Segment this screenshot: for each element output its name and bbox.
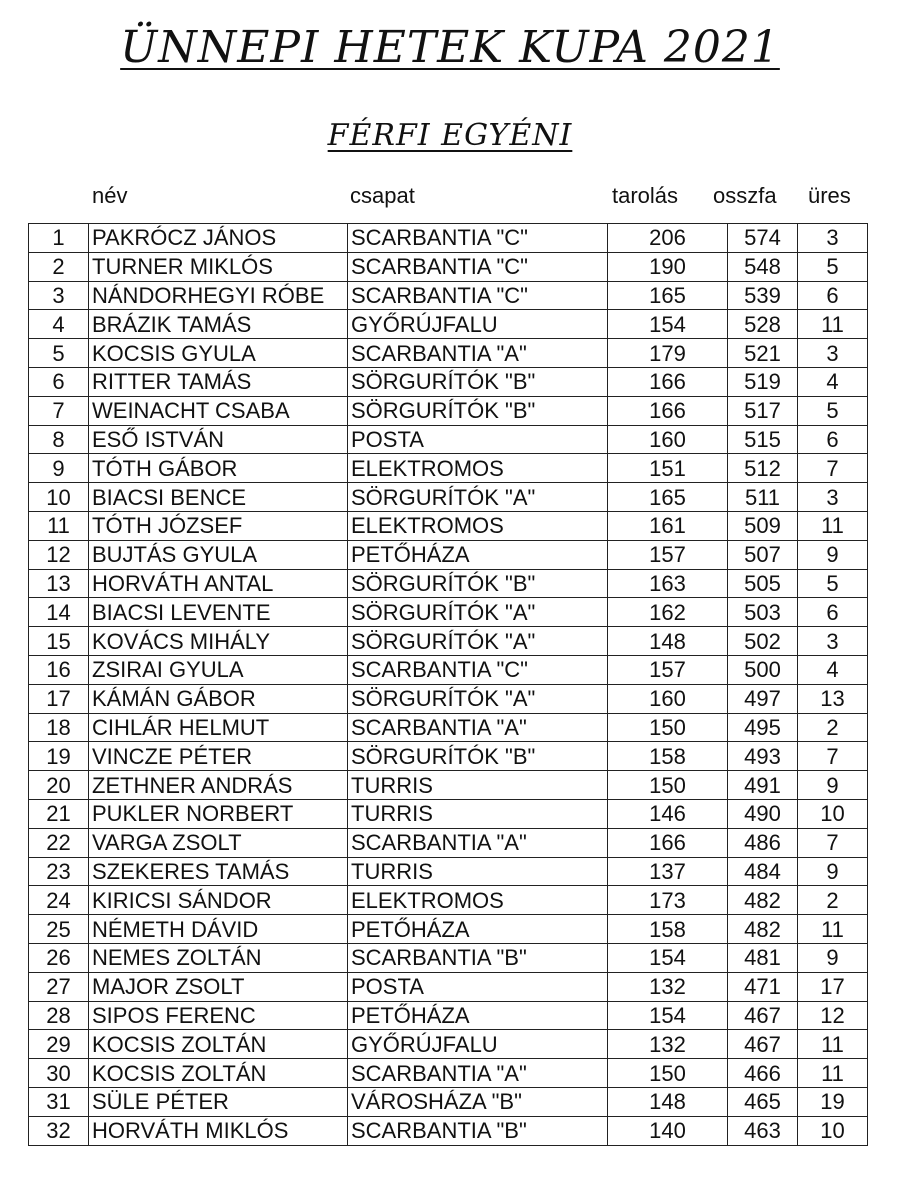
tarolas-cell: 158 [608,742,728,771]
table-row [29,771,868,800]
player-name-cell: BIACSI BENCE [89,483,348,512]
player-name-cell: NÁNDORHEGYI RÓBE [89,281,348,310]
ures-cell: 7 [798,454,868,483]
tarolas-cell: 163 [608,569,728,598]
player-name-cell: MAJOR ZSOLT [89,972,348,1001]
rank-cell: 20 [29,771,89,800]
osszfa-cell: 463 [728,1116,798,1145]
player-name-cell: CIHLÁR HELMUT [89,713,348,742]
tarolas-cell: 140 [608,1116,728,1145]
table-row [29,1116,868,1145]
osszfa-cell: 466 [728,1059,798,1088]
tarolas-cell: 165 [608,281,728,310]
ures-cell: 9 [798,857,868,886]
rank-cell: 9 [29,454,89,483]
player-name-cell: NÉMETH DÁVID [89,915,348,944]
ures-cell: 10 [798,1116,868,1145]
team-cell: SCARBANTIA "B" [348,1116,608,1145]
results-table-body [29,224,868,1146]
rank-cell: 22 [29,828,89,857]
ures-cell: 9 [798,943,868,972]
osszfa-cell: 467 [728,1030,798,1059]
page-title-text: ÜNNEPI HETEK KUPA 2021 [120,22,780,73]
tarolas-cell: 132 [608,1030,728,1059]
rank-cell: 10 [29,483,89,512]
osszfa-cell: 519 [728,367,798,396]
osszfa-cell: 528 [728,310,798,339]
ures-cell: 4 [798,655,868,684]
tarolas-cell: 154 [608,310,728,339]
player-name-cell: KOVÁCS MIHÁLY [89,627,348,656]
rank-cell: 32 [29,1116,89,1145]
rank-cell: 13 [29,569,89,598]
team-cell: SCARBANTIA "A" [348,828,608,857]
osszfa-cell: 484 [728,857,798,886]
rank-cell: 31 [29,1087,89,1116]
ures-cell: 6 [798,425,868,454]
ures-cell: 6 [798,598,868,627]
column-header-ures: üres [808,183,851,208]
tarolas-cell: 150 [608,771,728,800]
osszfa-cell: 471 [728,972,798,1001]
tarolas-cell: 160 [608,684,728,713]
team-cell: SÖRGURÍTÓK "B" [348,742,608,771]
rank-cell: 18 [29,713,89,742]
table-row [29,799,868,828]
rank-cell: 12 [29,540,89,569]
player-name-cell: SÜLE PÉTER [89,1087,348,1116]
player-name-cell: PUKLER NORBERT [89,799,348,828]
tarolas-cell: 162 [608,598,728,627]
team-cell: SCARBANTIA "C" [348,252,608,281]
rank-cell: 27 [29,972,89,1001]
table-row [29,915,868,944]
team-cell: TURRIS [348,799,608,828]
rank-cell: 16 [29,655,89,684]
team-cell: SÖRGURÍTÓK "A" [348,598,608,627]
team-cell: POSTA [348,425,608,454]
rank-cell: 5 [29,339,89,368]
team-cell: GYŐRÚJFALU [348,1030,608,1059]
tarolas-cell: 148 [608,1087,728,1116]
player-name-cell: KIRICSI SÁNDOR [89,886,348,915]
player-name-cell: BUJTÁS GYULA [89,540,348,569]
rank-cell: 14 [29,598,89,627]
osszfa-cell: 493 [728,742,798,771]
ures-cell: 13 [798,684,868,713]
ures-cell: 6 [798,281,868,310]
ures-cell: 19 [798,1087,868,1116]
osszfa-cell: 482 [728,915,798,944]
osszfa-cell: 502 [728,627,798,656]
table-row [29,684,868,713]
table-row [29,511,868,540]
ures-cell: 3 [798,483,868,512]
rank-cell: 3 [29,281,89,310]
player-name-cell: ESŐ ISTVÁN [89,425,348,454]
column-header-team: csapat [350,183,415,208]
player-name-cell: TÓTH JÓZSEF [89,511,348,540]
rank-cell: 2 [29,252,89,281]
osszfa-cell: 574 [728,224,798,253]
tarolas-cell: 137 [608,857,728,886]
osszfa-cell: 490 [728,799,798,828]
page-subtitle-text: FÉRFI EGYÉNI [327,118,573,153]
table-row [29,1030,868,1059]
osszfa-cell: 509 [728,511,798,540]
tarolas-cell: 161 [608,511,728,540]
tarolas-cell: 206 [608,224,728,253]
ures-cell: 7 [798,742,868,771]
table-row [29,569,868,598]
player-name-cell: KOCSIS ZOLTÁN [89,1059,348,1088]
rank-cell: 28 [29,1001,89,1030]
table-row [29,627,868,656]
table-row [29,1059,868,1088]
table-row [29,655,868,684]
rank-cell: 26 [29,943,89,972]
rank-cell: 6 [29,367,89,396]
ures-cell: 5 [798,569,868,598]
player-name-cell: RITTER TAMÁS [89,367,348,396]
table-row [29,367,868,396]
osszfa-cell: 512 [728,454,798,483]
osszfa-cell: 517 [728,396,798,425]
osszfa-cell: 521 [728,339,798,368]
table-row [29,857,868,886]
team-cell: SÖRGURÍTÓK "B" [348,367,608,396]
ures-cell: 2 [798,713,868,742]
table-row [29,425,868,454]
ures-cell: 2 [798,886,868,915]
rank-cell: 24 [29,886,89,915]
tarolas-cell: 157 [608,540,728,569]
player-name-cell: NEMES ZOLTÁN [89,943,348,972]
ures-cell: 11 [798,310,868,339]
osszfa-cell: 465 [728,1087,798,1116]
tarolas-cell: 160 [608,425,728,454]
tarolas-cell: 179 [608,339,728,368]
table-row [29,943,868,972]
tarolas-cell: 148 [608,627,728,656]
table-row [29,281,868,310]
player-name-cell: TÓTH GÁBOR [89,454,348,483]
team-cell: ELEKTROMOS [348,511,608,540]
table-row [29,252,868,281]
team-cell: PETŐHÁZA [348,540,608,569]
rank-cell: 21 [29,799,89,828]
player-name-cell: BRÁZIK TAMÁS [89,310,348,339]
osszfa-cell: 539 [728,281,798,310]
table-row [29,540,868,569]
ures-cell: 11 [798,915,868,944]
osszfa-cell: 482 [728,886,798,915]
ures-cell: 17 [798,972,868,1001]
player-name-cell: WEINACHT CSABA [89,396,348,425]
column-header-name: név [92,183,128,208]
table-row [29,828,868,857]
rank-cell: 4 [29,310,89,339]
player-name-cell: SIPOS FERENC [89,1001,348,1030]
ures-cell: 3 [798,224,868,253]
player-name-cell: BIACSI LEVENTE [89,598,348,627]
player-name-cell: VINCZE PÉTER [89,742,348,771]
rank-cell: 7 [29,396,89,425]
osszfa-cell: 548 [728,252,798,281]
table-row [29,1001,868,1030]
osszfa-cell: 497 [728,684,798,713]
page-subtitle [0,116,900,156]
team-cell: ELEKTROMOS [348,454,608,483]
table-row [29,454,868,483]
tarolas-cell: 151 [608,454,728,483]
ures-cell: 11 [798,1030,868,1059]
table-row [29,1087,868,1116]
team-cell: SCARBANTIA "C" [348,224,608,253]
tarolas-cell: 158 [608,915,728,944]
team-cell: SÖRGURÍTÓK "B" [348,396,608,425]
ures-cell: 3 [798,627,868,656]
osszfa-cell: 505 [728,569,798,598]
column-header-osszfa: osszfa [713,183,777,208]
rank-cell: 19 [29,742,89,771]
table-row [29,310,868,339]
player-name-cell: TURNER MIKLÓS [89,252,348,281]
rank-cell: 1 [29,224,89,253]
column-header-tarolas: tarolás [612,183,679,208]
team-cell: VÁROSHÁZA "B" [348,1087,608,1116]
player-name-cell: ZSIRAI GYULA [89,655,348,684]
team-cell: SCARBANTIA "C" [348,281,608,310]
tarolas-cell: 154 [608,1001,728,1030]
player-name-cell: SZEKERES TAMÁS [89,857,348,886]
osszfa-cell: 491 [728,771,798,800]
team-cell: PETŐHÁZA [348,1001,608,1030]
table-row [29,742,868,771]
rank-cell: 29 [29,1030,89,1059]
osszfa-cell: 467 [728,1001,798,1030]
team-cell: SCARBANTIA "C" [348,655,608,684]
ures-cell: 5 [798,252,868,281]
player-name-cell: VARGA ZSOLT [89,828,348,857]
team-cell: SCARBANTIA "A" [348,1059,608,1088]
team-cell: TURRIS [348,857,608,886]
team-cell: GYŐRÚJFALU [348,310,608,339]
ures-cell: 11 [798,1059,868,1088]
player-name-cell: HORVÁTH MIKLÓS [89,1116,348,1145]
tarolas-cell: 132 [608,972,728,1001]
tarolas-cell: 166 [608,828,728,857]
tarolas-cell: 165 [608,483,728,512]
team-cell: SCARBANTIA "A" [348,713,608,742]
table-row [29,483,868,512]
team-cell: SÖRGURÍTÓK "A" [348,627,608,656]
rank-cell: 30 [29,1059,89,1088]
osszfa-cell: 481 [728,943,798,972]
rank-cell: 25 [29,915,89,944]
player-name-cell: KÁMÁN GÁBOR [89,684,348,713]
tarolas-cell: 166 [608,396,728,425]
ures-cell: 10 [798,799,868,828]
team-cell: PETŐHÁZA [348,915,608,944]
team-cell: SÖRGURÍTÓK "A" [348,483,608,512]
tarolas-cell: 154 [608,943,728,972]
team-cell: SÖRGURÍTÓK "B" [348,569,608,598]
player-name-cell: KOCSIS ZOLTÁN [89,1030,348,1059]
ures-cell: 9 [798,771,868,800]
table-row [29,224,868,253]
osszfa-cell: 511 [728,483,798,512]
ures-cell: 9 [798,540,868,569]
table-row [29,972,868,1001]
tarolas-cell: 190 [608,252,728,281]
team-cell: ELEKTROMOS [348,886,608,915]
tarolas-cell: 166 [608,367,728,396]
osszfa-cell: 515 [728,425,798,454]
rank-cell: 8 [29,425,89,454]
player-name-cell: KOCSIS GYULA [89,339,348,368]
ures-cell: 4 [798,367,868,396]
rank-cell: 17 [29,684,89,713]
team-cell: SCARBANTIA "A" [348,339,608,368]
tarolas-cell: 157 [608,655,728,684]
tarolas-cell: 150 [608,713,728,742]
osszfa-cell: 503 [728,598,798,627]
rank-cell: 15 [29,627,89,656]
table-row [29,713,868,742]
rank-cell: 23 [29,857,89,886]
osszfa-cell: 486 [728,828,798,857]
tarolas-cell: 146 [608,799,728,828]
osszfa-cell: 495 [728,713,798,742]
player-name-cell: HORVÁTH ANTAL [89,569,348,598]
table-row [29,396,868,425]
tarolas-cell: 150 [608,1059,728,1088]
results-table [28,223,868,1146]
page-title [0,22,900,74]
ures-cell: 12 [798,1001,868,1030]
team-cell: TURRIS [348,771,608,800]
tarolas-cell: 173 [608,886,728,915]
ures-cell: 5 [798,396,868,425]
team-cell: SÖRGURÍTÓK "A" [348,684,608,713]
ures-cell: 3 [798,339,868,368]
team-cell: SCARBANTIA "B" [348,943,608,972]
osszfa-cell: 500 [728,655,798,684]
player-name-cell: PAKRÓCZ JÁNOS [89,224,348,253]
ures-cell: 11 [798,511,868,540]
ures-cell: 7 [798,828,868,857]
rank-cell: 11 [29,511,89,540]
player-name-cell: ZETHNER ANDRÁS [89,771,348,800]
table-row [29,886,868,915]
team-cell: POSTA [348,972,608,1001]
table-row [29,339,868,368]
table-row [29,598,868,627]
osszfa-cell: 507 [728,540,798,569]
